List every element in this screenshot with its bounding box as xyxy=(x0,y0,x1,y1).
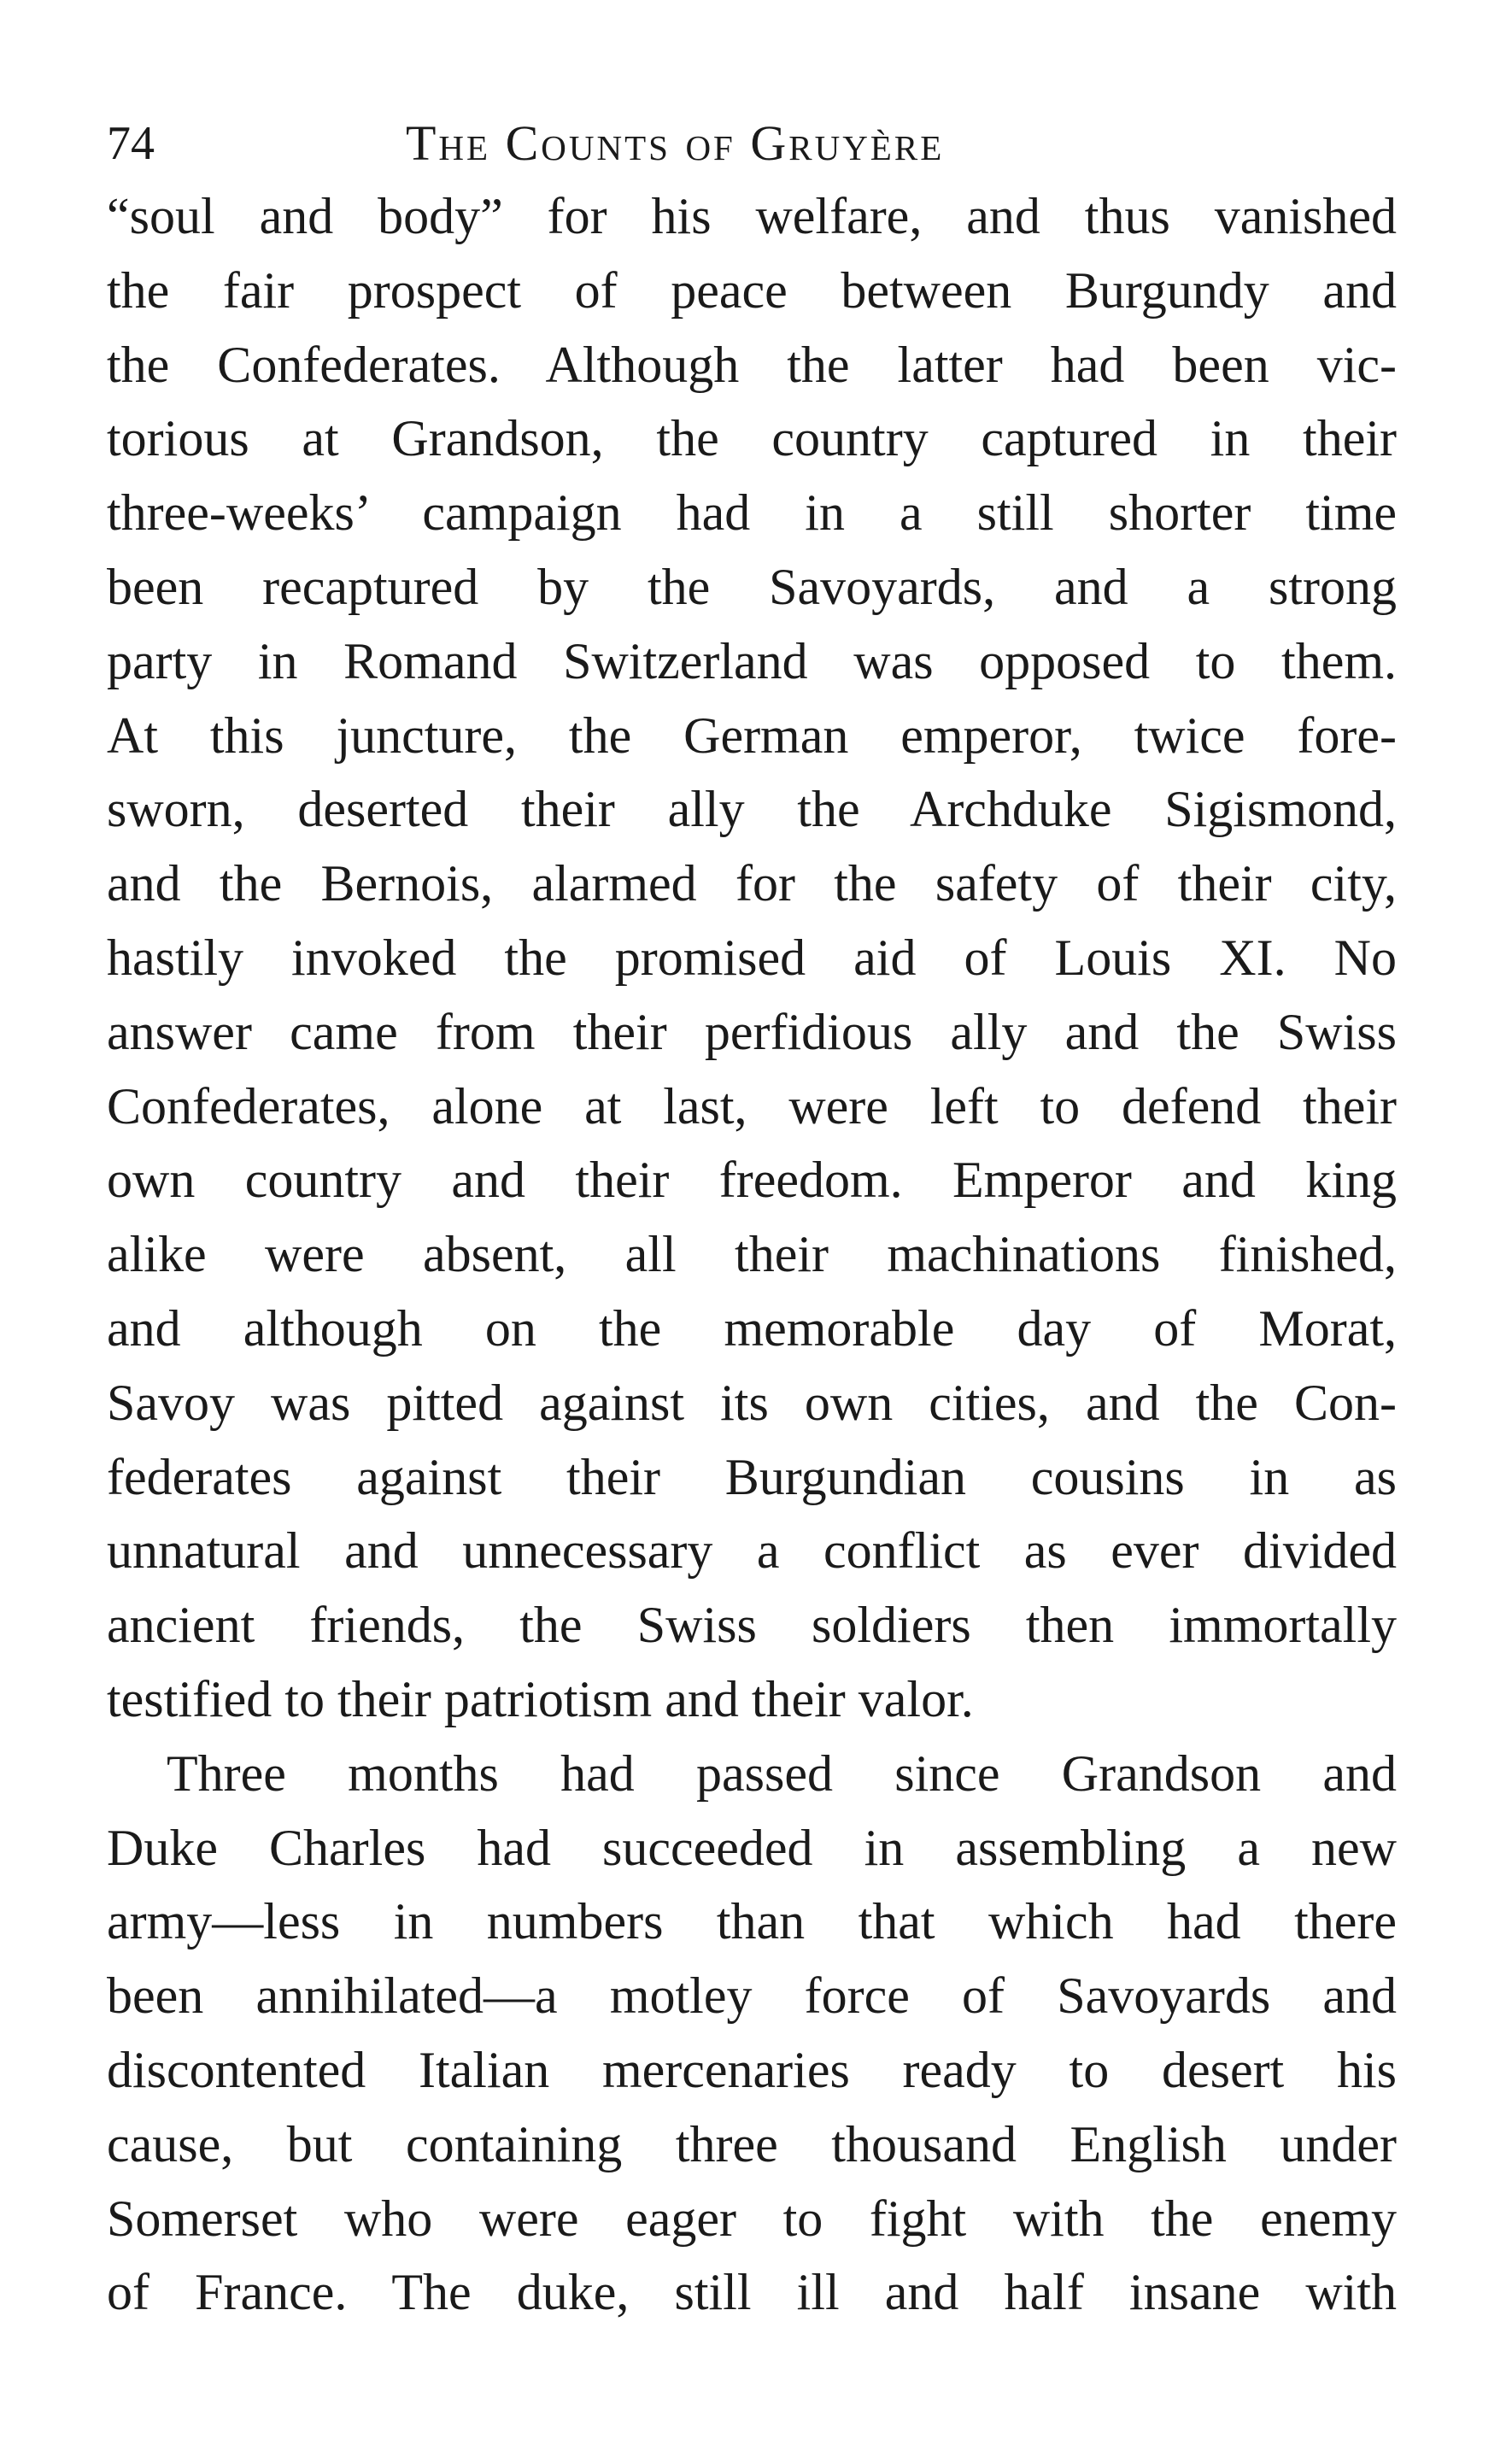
text-line: Confederates, alone at last, were left to defend their xyxy=(107,1077,1397,1135)
text-line: and although on the memorable day of Morat, xyxy=(107,1299,1397,1357)
text-line: been annihilated—a motley force of Savoyards and xyxy=(107,1967,1397,2025)
text-line: Three months had passed since Grandson and xyxy=(167,1744,1397,1802)
paragraph-2 xyxy=(107,1737,1397,2330)
text-line: of France. The duke, still ill and half insane with xyxy=(107,2264,1397,2321)
text-line: “soul and body” for his welfare, and thus vanished xyxy=(107,188,1397,244)
body-text xyxy=(107,179,1397,2330)
text-line: army—less in numbers than that which had there xyxy=(107,1893,1397,1950)
text-line: sworn, deserted their ally the Archduke Sigismond, xyxy=(107,781,1397,838)
text-line: answer came from their perfidious ally and the Swiss xyxy=(107,1003,1397,1060)
text-line: Duke Charles had succeeded in assembling a new xyxy=(107,1819,1397,1876)
text-line: alike were absent, all their machinations finished, xyxy=(107,1226,1397,1283)
text-line: Somerset who were eager to fight with the enemy xyxy=(107,2190,1397,2247)
text-line: the fair prospect of peace between Burgundy and xyxy=(107,261,1397,319)
page-header xyxy=(107,109,1397,186)
text-line: the Confederates. Although the latter had been vic- xyxy=(107,336,1397,393)
text-line: cause, but containing three thousand English under xyxy=(107,2115,1397,2172)
text-line: discontented Italian mercenaries ready to desert his xyxy=(107,2041,1397,2098)
text-line: own country and their freedom. Emperor and king xyxy=(107,1152,1397,1209)
running-title: The Counts of Gruyère xyxy=(406,115,945,171)
text-line: hastily invoked the promised aid of Louis XI. No xyxy=(107,929,1397,986)
text-line: ancient friends, the Swiss soldiers then immortally xyxy=(107,1597,1397,1654)
text-line: and the Bernois, alarmed for the safety of their city, xyxy=(107,855,1397,912)
text-line: party in Romand Switzerland was opposed to them. xyxy=(107,632,1397,689)
text-line: torious at Grandson, the country captured in their xyxy=(107,410,1397,467)
page-number: 74 xyxy=(107,117,155,170)
paragraph-1 xyxy=(107,179,1397,1737)
text-line: three-weeks’ campaign had in a still shorter time xyxy=(107,484,1397,542)
text-line: been recaptured by the Savoyards, and a strong xyxy=(107,558,1397,615)
text-line: At this juncture, the German emperor, twice fore- xyxy=(107,707,1397,764)
text-line: Savoy was pitted against its own cities, and the Con- xyxy=(107,1374,1397,1431)
text-line: federates against their Burgundian cousins in as xyxy=(107,1448,1397,1505)
text-line: testified to their patriotism and their valor. xyxy=(107,1670,974,1727)
text-line: unnatural and unnecessary a conflict as ever divided xyxy=(107,1522,1397,1580)
